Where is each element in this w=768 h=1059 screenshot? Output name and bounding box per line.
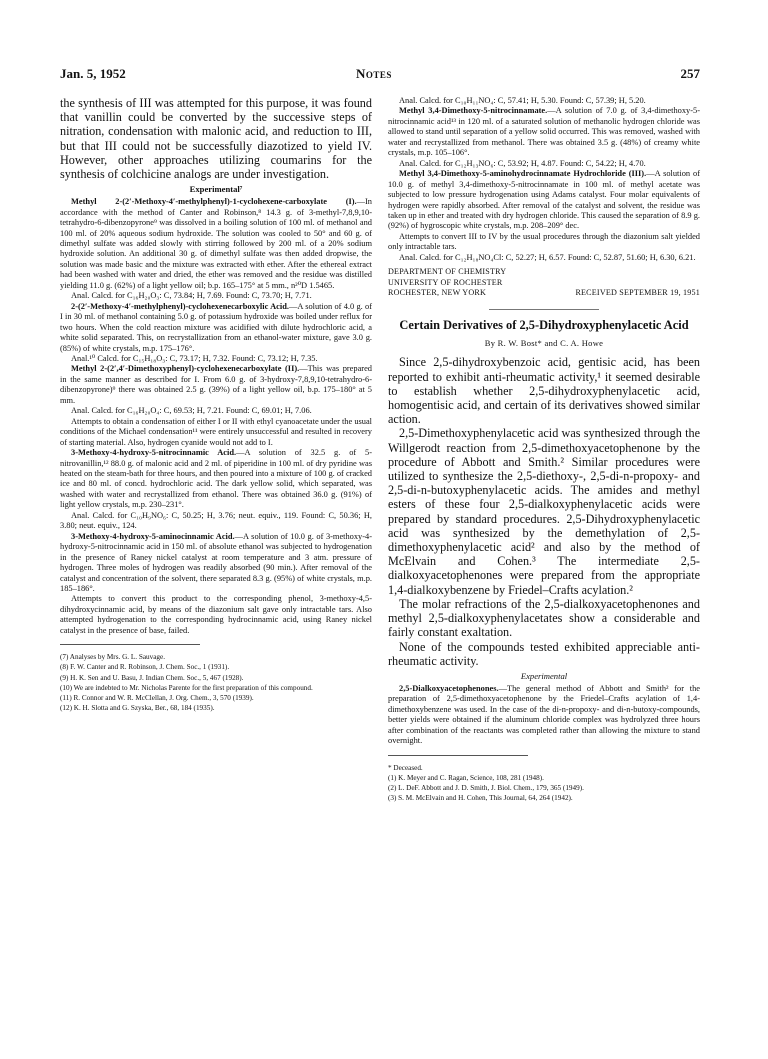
footnotes bbox=[60, 652, 372, 713]
analysis-line: Anal. Calcd. for C₁₂H₁₈NO₄Cl: C, 52.27; H, 6.57. Found: C, 52.87, 51.60; H, 6.30, 6.21. bbox=[399, 252, 696, 262]
compound-name: 3-Methoxy-4-hydroxy-5-aminocinnamic Acid. bbox=[71, 531, 235, 541]
footnote: (1) K. Meyer and C. Ragan, Science, 108, 281 (1948). bbox=[388, 773, 544, 782]
procedure-paragraph: 3-Methoxy-4-hydroxy-5-nitrocinnamic Acid.—A solution of 32.5 g. of 5-nitrovanillin,¹² 88.0 g. of malonic acid and 2 ml. of piperidine in 100 ml. of dry pyridine was heated on the steam-bath for three hours, and then poured into a mixture of 100 g. of cracked ice and 80 ml. of concd. hydrochloric acid. The dark yellow solid, which separated, was washed with water and recrystallized from ethanol. There was obtained 36.0 g. (91%) of light yellow crystals, m.p. 230–231°. bbox=[60, 448, 372, 510]
issue-date: Jan. 5, 1952 bbox=[60, 66, 126, 81]
footnote: (7) Analyses by Mrs. G. L. Sauvage. bbox=[60, 653, 166, 662]
city-row bbox=[388, 288, 700, 299]
body-paragraph: 2,5-Dimethoxyphenylacetic acid was synthesized through the Willgerodt reaction from 2,5-dimethoxyacetophenone by the procedure of Abbott and Smith.² Similar procedures were utilized to synthesize the 2,5-diethoxy-, 2,5-di-n-propoxy- and 2,5-di-n-butoxyphenylacetic acids. The amides and methyl esters of these four 2,5-dialkoxyphenylacetic acids were prepared by standard procedures. 2,5-Dihydroxyphenylacetic acid was synthesized by the demethylation of 2,5-dimethoxyphenylacetic acid² and also by the method of McElvain and Cohen.³ The intermediate 2,5-dialkoxyacetophenones were prepared from the appropriate 1,4-dialkoxybenzene by Friedel–Crafts acylation.² bbox=[388, 426, 700, 597]
intro-paragraph: the synthesis of III was attempted for this purpose, it was found that vanillin could be converted by the successive steps of nitration, condensation with malonic acid, and reduction to III, but that III could not be successfully diazotized to yield IV. However, other approaches utilizing coumarins for the synthesis of colchicine analogs are under investigation. bbox=[60, 96, 372, 182]
footnote-divider bbox=[60, 644, 200, 645]
article-divider bbox=[489, 309, 599, 310]
running-header bbox=[60, 66, 700, 82]
footnote: (12) K. H. Slotta and G. Szyska, Ber., 68, 184 (1935). bbox=[60, 704, 215, 713]
compound-name: Methyl 3,4-Dimethoxy-5-nitrocinnamate. bbox=[399, 106, 548, 116]
left-column bbox=[60, 96, 372, 713]
body-paragraph: None of the compounds tested exhibited appreciable anti-rheumatic activity. bbox=[388, 639, 700, 668]
body-paragraph: The molar refractions of the 2,5-dialkoxyacetophenones and methyl 2,5-dialkoxyphenylacetates show a considerable and fairly constant exaltation. bbox=[388, 596, 700, 640]
analysis-line: Anal. Calcd. for C₁₆H₂₀O₄: C, 69.53; H, 7.21. Found: C, 69.01; H, 7.06. bbox=[71, 406, 312, 416]
analysis-line: Anal. Calcd. for C₁₀H₉NO₆: C, 50.25; H, 3.76; neut. equiv., 119. Found: C, 50.36; H, 3.80; neut. equiv., 124. bbox=[60, 510, 372, 531]
journal-section: Notes bbox=[356, 66, 392, 81]
compound-name: Methyl 2-(2′,4′-Dimethoxyphenyl)-cyclohexenecarboxylate (II). bbox=[71, 364, 300, 374]
body-paragraph: Since 2,5-dihydroxybenzoic acid, gentisic acid, has been reported to exhibit anti-rheumatic activity,¹ it seemed desirable to establish whether 2,5-dihydroxyphenylacetic acid, homogentisic acid, and certain of its derivatives showed similar action. bbox=[388, 355, 700, 427]
procedure-paragraph: Methyl 3,4-Dimethoxy-5-aminohydrocinnamate Hydrochloride (III).—A solution of 10.0 g. of methyl 3,4-dimethoxy-5-nitrocinnamate in 100 ml. of methyl acetate was subjected to low pressure hydrogenation using Adams catalyst. Four molar equivalents of hydrogen were rapidly absorbed. After removal of the catalyst and solvent, the residue was taken up in ether and treated with dry hydrogen chloride. This caused the separation of 8.9 g. (92%) of hygroscopic white crystals, m.p. 208–209° dec. bbox=[388, 169, 700, 231]
page-number: 257 bbox=[680, 66, 700, 81]
compound-name: Methyl 2-(2′-Methoxy-4′-methylphenyl)-1-cyclohexene-carboxylate (I). bbox=[71, 197, 357, 207]
footnote: (9) H. K. Sen and U. Basu, J. Indian Chem. Soc., 5, 467 (1928). bbox=[60, 673, 244, 682]
procedure-paragraph: Methyl 3,4-Dimethoxy-5-nitrocinnamate.—A solution of 7.0 g. of 3,4-dimethoxy-5-nitrocinnamic acid¹³ in 120 ml. of a saturated solution of methanolic hydrogen chloride was allowed to stand until separation of a yellow solid occurred. This was removed, washed with water and recrystallized from methanol. There was obtained 3.5 g. (48%) of creamy white crystals, m.p. 105–106°. bbox=[388, 106, 700, 158]
analysis-line: Anal. Calcd. for C₁₆H₂₀O₃: C, 73.84; H, 7.69. Found: C, 73.70; H, 7.71. bbox=[71, 291, 312, 301]
analysis-line: Anal. Calcd. for C₁₂H₁₃NO₆: C, 53.92; H, 4.87. Found: C, 54.22; H, 4.70. bbox=[399, 158, 646, 168]
footnote: * Deceased. bbox=[388, 763, 423, 772]
received-date: RECEIVED SEPTEMBER 19, 1951 bbox=[575, 288, 700, 298]
experimental-heading: Experimental⁷ bbox=[189, 184, 243, 195]
footnote: (8) F. W. Canter and R. Robinson, J. Chem. Soc., 1 (1931). bbox=[60, 663, 230, 672]
procedure-paragraph: Attempts to convert this product to the corresponding phenol, 3-methoxy-4,5-dihydroxycinnamic acid, by means of the diazonium salt gave only intractable tars. Also attempted hydrogenation to the corresponding hydrocinnamic acid, using Raney nickel catalyst in the presence of base, failed. bbox=[60, 594, 372, 635]
footnote: (3) S. M. McElvain and H. Cohen, This Journal, 64, 264 (1942). bbox=[388, 794, 573, 803]
article-authors: By R. W. Bost* and C. A. Howe bbox=[484, 338, 604, 349]
footnotes bbox=[388, 763, 700, 804]
compound-name: 3-Methoxy-4-hydroxy-5-nitrocinnamic Acid. bbox=[71, 448, 237, 458]
footnote-divider bbox=[388, 755, 528, 756]
compound-name: Methyl 3,4-Dimethoxy-5-aminohydrocinnamate Hydrochloride (III). bbox=[399, 169, 647, 179]
footnote: (2) L. DeF. Abbott and J. D. Smith, J. Biol. Chem., 179, 365 (1949). bbox=[388, 784, 584, 793]
university: UNIVERSITY OF ROCHESTER bbox=[388, 277, 503, 287]
city: ROCHESTER, NEW YORK bbox=[388, 288, 487, 298]
procedure-paragraph: 2,5-Dialkoxyacetophenones.—The general method of Abbott and Smith² for the preparation of 2,5-dimethoxyacetophenone by the Friedel–Crafts acylation of 1,4-dimethoxybenzene was used. In the case of the di-n-propoxy- and di-n-butoxy-compounds, better yields were obtained if the aluminum chloride complex was hydrolyzed three hours after combination of the reactants was completed rather than allowing the mixture to stand overnight. bbox=[388, 683, 700, 746]
procedure-paragraph: Attempts to obtain a condensation of either I or II with ethyl cyanoacetate under the usual conditions of the Michael condensation¹¹ were entirely unsuccessful and resulted in recovery of starting material. Also, hydrogen cyanide would not add to I. bbox=[60, 416, 372, 447]
department: DEPARTMENT OF CHEMISTRY bbox=[388, 267, 507, 277]
compound-name: 2-(2′-Methoxy-4′-methylphenyl)-cyclohexenecarboxylic Acid. bbox=[71, 301, 289, 311]
compound-name: 2,5-Dialkoxyacetophenones. bbox=[399, 683, 499, 693]
procedure-paragraph: Methyl 2-(2′,4′-Dimethoxyphenyl)-cyclohexenecarboxylate (II).—This was prepared in the same manner as described for I. From 6.0 g. of 3-hydroxy-7,8,9,10-tetrahydro-6-dibenzopyrone)⁹ there was obtained 2.5 g. (39%) of a light yellow oil, b.p. 175–180° at 5 mm. bbox=[60, 364, 372, 405]
procedure-paragraph: 2-(2′-Methoxy-4′-methylphenyl)-cyclohexenecarboxylic Acid.—A solution of 4.0 g. of I in 30 ml. of methanol containing 5.0 g. of potassium hydroxide was boiled under reflux for two hours. When the cold reaction mixture was acidified with dilute hydrochloric acid, a white solid separated. This, on recrystallization from an ethanol-water mixture, gave 3.0 g. (85%) of white crystals, m.p. 175–176°. bbox=[60, 301, 372, 353]
experimental-heading: Experimental bbox=[520, 670, 568, 681]
procedure-paragraph: Methyl 2-(2′-Methoxy-4′-methylphenyl)-1-cyclohexene-carboxylate (I).—In accordance with the method of Canter and Robinson,⁸ 14.3 g. of 3-methyl-7,8,9,10-tetrahydro-6-dibenzopyrone⁹ was dissolved in a boiling solution of 100 ml. of methanol and 100 ml. of 20% aqueous sodium hydroxide. The solution was cooled to 50° and 60 g. of dimethyl sulfate was added slowly with stirring followed by 200 ml. of a 20% sodium hydroxide solution. An additional 30 g. of dimethyl sulfate was then added dropwise, the solution was made basic and the mixture was extracted with ether. After the ethereal extract had been washed with water and dried, the ether was removed and the residue was distilled yielding 11.0 g. (62%) of a light yellow oil; b.p. 165–175° at 5 mm., n²⁰D 1.5465. bbox=[60, 197, 372, 290]
procedure-paragraph: Attempts to convert III to IV by the usual procedures through the diazonium salt yielded only intractable tars. bbox=[388, 231, 700, 252]
procedure-paragraph: 3-Methoxy-4-hydroxy-5-aminocinnamic Acid.—A solution of 10.0 g. of 3-methoxy-4-hydroxy-5-nitrocinnamic acid in 150 ml. of absolute ethanol was subjected to hydrogenation in the presence of Raney nickel catalyst at room temperature and 3 atm. pressure of hydrogen. Three moles of hydrogen was readily absorbed (90 min.). After removal of the catalyst and concentration of the solvent, there separated 8.3 g. (95%) of white crystals, m.p. 185–186°. bbox=[60, 531, 372, 593]
footnote: (10) We are indebted to Mr. Nicholas Parente for the first preparation of this compound. bbox=[60, 683, 313, 692]
analysis-line: Anal. Calcd. for C₁₀H₁₁NO₄: C, 57.41; H, 5.30. Found: C, 57.39; H, 5.20. bbox=[399, 96, 646, 105]
footnote: (11) R. Connor and W. R. McClellan, J. Org. Chem., 3, 570 (1939). bbox=[60, 694, 254, 703]
analysis-line: Anal.¹⁰ Calcd. for C₁₅H₁₈O₃: C, 73.17; H, 7.32. Found: C, 73.12; H, 7.35. bbox=[71, 354, 318, 364]
affiliation-block bbox=[388, 267, 700, 299]
right-column bbox=[388, 96, 700, 803]
article-title: Certain Derivatives of 2,5-Dihydroxyphenylacetic Acid bbox=[399, 318, 689, 333]
